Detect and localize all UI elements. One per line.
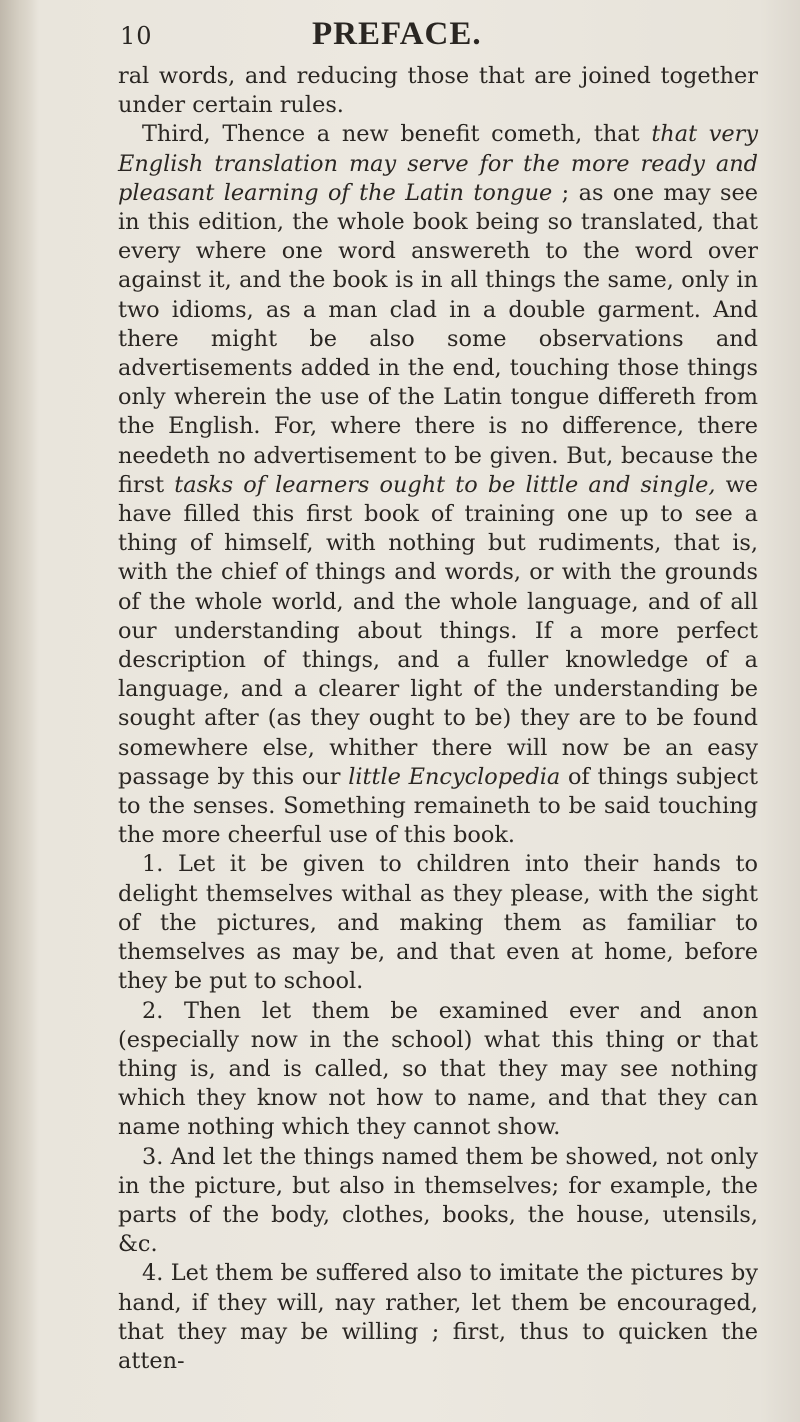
text-run: of things subject to the senses. Something remaineth to be said touching the more cheerful use of this book. xyxy=(118,763,758,849)
text-run: ; as one may see in this edition, the whole book being so translated, that every where one word answereth to the word over against it, and the book is in all things the same, only in two idioms, as a man clad in a double garment. And there might be also some observations and advertisements added in the end, touching those things only wherein the use of the Latin tongue differeth from the English. For, where there is no difference, there needeth no advertisement to be given. But, because the first xyxy=(118,179,758,498)
italic-run: little Encyclopedia xyxy=(348,763,561,790)
italic-run: tasks of learners ought to be little and single, xyxy=(174,471,716,498)
text-run: Third, Thence a new benefit cometh, that xyxy=(142,121,652,148)
body-text xyxy=(118,62,758,1376)
numbered-paragraph-2: 2. Then let them be examined ever and anon (especially now in the school) what this thing or that thing is, and is called, so that they may see nothing which they know not how to name, and that they can name nothing which they cannot show. xyxy=(118,997,758,1141)
numbered-paragraph-4: 4. Let them be suffered also to imitate the pictures by hand, if they will, nay rather, let them be encouraged, that they may be willing ; first, thus to quicken the atten- xyxy=(118,1260,758,1374)
numbered-paragraph-1: 1. Let it be given to children into their hands to delight themselves withal as they please, with the sight of the pictures, and making them as familiar to themselves as may be, and that even at home, before they be put to school. xyxy=(118,851,758,995)
page-gutter-shadow xyxy=(0,0,38,1422)
text-run: we have filled this first book of training one up to see a thing of himself, with nothing but rudiments, that is, with the chief of things and words, or with the grounds of the whole world, and the whole language, and of all our understanding about things. If a more perfect description of things, and a fuller knowledge of a language, and a clearer light of the understanding be sought after (as they ought to be) they are to be found somewhere else, whither there will now be an easy passage by this our xyxy=(118,471,758,790)
paragraph-third-benefit xyxy=(118,120,758,850)
running-title: PREFACE. xyxy=(312,16,482,52)
italic-run: that very English translation may serve for the more ready and pleasant learning of the Latin tongue xyxy=(118,121,758,206)
numbered-paragraph-3: 3. And let the things named them be showed, not only in the picture, but also in themselves; for example, the parts of the body, clothes, books, the house, utensils, &c. xyxy=(118,1143,758,1258)
paragraph-continuation: ral words, and reducing those that are joined together under certain rules. xyxy=(118,63,758,119)
page-number: 10 xyxy=(120,22,153,50)
